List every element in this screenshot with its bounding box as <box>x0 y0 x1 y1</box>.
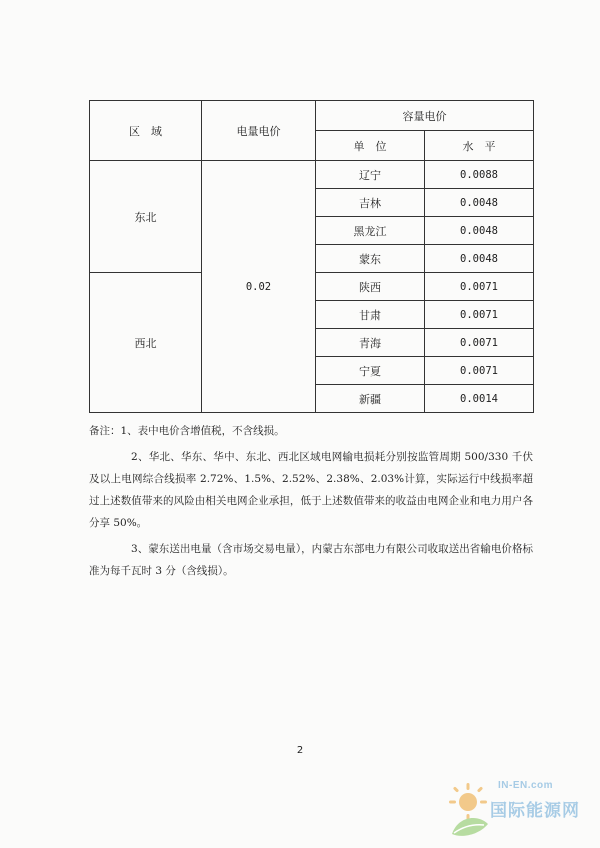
table-row <box>90 161 534 189</box>
level-cell: 0.0048 <box>425 217 534 245</box>
level-cell: 0.0071 <box>425 357 534 385</box>
page-number: 2 <box>296 745 304 756</box>
level-cell: 0.0088 <box>425 161 534 189</box>
region-cell-northwest: 西北 <box>90 273 202 413</box>
watermark-name-text: 国际能源网 <box>490 801 580 821</box>
unit-cell: 新疆 <box>316 385 425 413</box>
unit-cell: 宁夏 <box>316 357 425 385</box>
unit-cell: 吉林 <box>316 189 425 217</box>
energy-price-value: 0.02 <box>202 161 316 413</box>
level-header: 水 平 <box>425 131 534 161</box>
level-cell: 0.0048 <box>425 245 534 273</box>
unit-cell: 甘肃 <box>316 301 425 329</box>
capacity-price-table <box>89 100 534 413</box>
unit-cell: 蒙东 <box>316 245 425 273</box>
level-cell: 0.0048 <box>425 189 534 217</box>
level-cell: 0.0014 <box>425 385 534 413</box>
energy-price-header: 电量电价 <box>202 101 316 161</box>
site-watermark <box>444 776 594 842</box>
level-cell: 0.0071 <box>425 329 534 357</box>
capacity-price-header: 容量电价 <box>316 101 534 131</box>
unit-cell: 黑龙江 <box>316 217 425 245</box>
notes-section <box>89 420 533 582</box>
region-cell-northeast: 东北 <box>90 161 202 273</box>
sun-leaf-logo-icon <box>444 780 494 840</box>
unit-cell: 辽宁 <box>316 161 425 189</box>
level-cell: 0.0071 <box>425 273 534 301</box>
region-header: 区 域 <box>90 101 202 161</box>
unit-cell: 青海 <box>316 329 425 357</box>
note-1: 备注：1、表中电价含增值税，不含线损。 <box>89 425 285 437</box>
note-2: 2、华北、华东、华中、东北、西北区域电网输电损耗分别按监管周期 500/330 千伏及以上电网综合线损率 2.72%、1.5%、2.52%、2.38%、2.03%计算，实际运行中线损率超过上述数值带来的风险由相关电网企业承担，低于上述数值带来的收益由电网企业和电力用户各分享 50%。 <box>89 451 533 529</box>
level-cell: 0.0071 <box>425 301 534 329</box>
watermark-site-text: IN-EN.com <box>498 780 554 791</box>
unit-cell: 陕西 <box>316 273 425 301</box>
unit-header: 单 位 <box>316 131 425 161</box>
note-3: 3、蒙东送出电量（含市场交易电量），内蒙古东部电力有限公司收取送出省输电价格标准为每千瓦时 3 分（含线损）。 <box>89 543 533 577</box>
table-header-row <box>90 101 534 131</box>
